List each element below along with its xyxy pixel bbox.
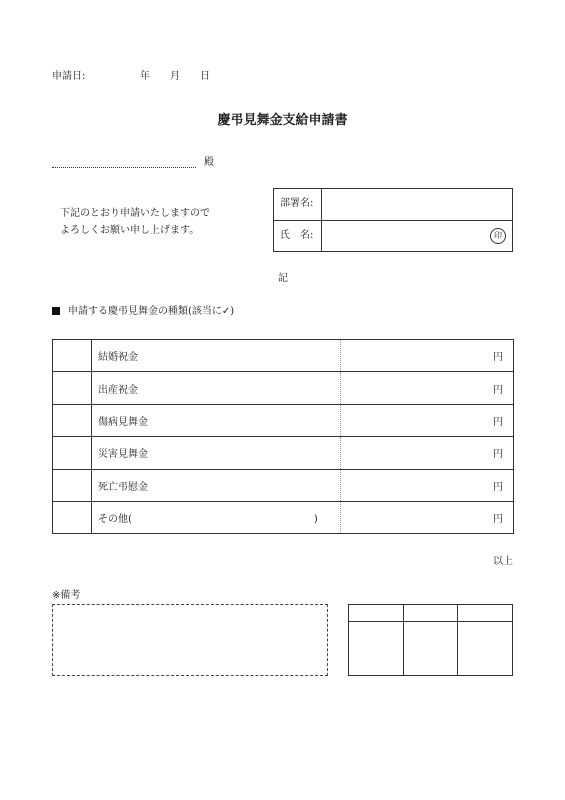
- name-row: [274, 220, 512, 252]
- stamp-header-cell: [349, 605, 404, 622]
- name-label: 氏 名:: [280, 230, 314, 241]
- ki-marker: 記: [278, 273, 288, 284]
- checkbox-cell[interactable]: [53, 501, 92, 533]
- benefit-types-table: [52, 339, 514, 534]
- department-label: 部署名:: [280, 198, 314, 209]
- checkbox-cell[interactable]: [53, 469, 92, 501]
- section-heading-text: 申請する慶弔見舞金の種類(該当に✓): [68, 306, 235, 317]
- amount-cell[interactable]: [341, 501, 514, 533]
- table-row: [349, 605, 513, 622]
- closing-text: 以上: [493, 556, 513, 567]
- checkbox-cell[interactable]: [53, 404, 92, 436]
- amount-cell[interactable]: [341, 340, 514, 372]
- table-row: [53, 340, 514, 372]
- year-label: 年: [140, 71, 150, 82]
- seal-circle-icon: 印: [490, 228, 506, 244]
- yen-unit: 円: [493, 449, 503, 461]
- approval-stamp-grid: [348, 604, 513, 676]
- section-heading: [52, 307, 234, 317]
- addressee-field[interactable]: [52, 167, 196, 168]
- amount-cell[interactable]: [341, 372, 514, 404]
- yen-unit: 円: [493, 384, 503, 396]
- checkbox-cell[interactable]: [53, 437, 92, 469]
- table-row: [53, 437, 514, 469]
- intro-text-line-1: 下記のとおり申請いたしますので: [60, 208, 210, 219]
- applicant-info-box: [273, 188, 513, 252]
- yen-unit: 円: [493, 416, 503, 428]
- table-row: [53, 404, 514, 436]
- stamp-cell[interactable]: [403, 622, 458, 676]
- day-label: 日: [200, 71, 210, 82]
- remarks-field[interactable]: [52, 604, 328, 676]
- name-field[interactable]: [322, 221, 512, 252]
- benefit-type-name: 災害見舞金: [92, 437, 341, 469]
- benefit-type-name: 結婚祝金: [92, 340, 341, 372]
- department-row: [274, 189, 512, 220]
- checkbox-cell[interactable]: [53, 340, 92, 372]
- benefit-type-name: 死亡弔慰金: [92, 469, 341, 501]
- stamp-cell[interactable]: [349, 622, 404, 676]
- addressee-suffix: 殿: [204, 157, 214, 168]
- benefit-type-name: その他(: [98, 514, 132, 526]
- other-close-paren: ): [313, 514, 318, 526]
- table-row: [53, 372, 514, 404]
- checkbox-cell[interactable]: [53, 372, 92, 404]
- amount-cell[interactable]: [341, 437, 514, 469]
- other-type-cell[interactable]: [92, 501, 341, 533]
- department-field[interactable]: [322, 189, 512, 220]
- square-bullet-icon: [52, 307, 60, 315]
- amount-cell[interactable]: [341, 404, 514, 436]
- table-row: [53, 501, 514, 533]
- remarks-label: ※備考: [52, 590, 81, 601]
- yen-unit: 円: [493, 481, 503, 493]
- table-row: [53, 469, 514, 501]
- application-date-label: 申請日:: [52, 71, 86, 82]
- stamp-header-cell: [403, 605, 458, 622]
- table-row: [349, 622, 513, 676]
- document-title: 慶弔見舞金支給申請書: [217, 113, 348, 128]
- stamp-header-cell: [458, 605, 513, 622]
- intro-text-line-2: よろしくお願い申し上げます。: [60, 225, 200, 236]
- amount-cell[interactable]: [341, 469, 514, 501]
- stamp-cell[interactable]: [458, 622, 513, 676]
- benefit-type-name: 出産祝金: [92, 372, 341, 404]
- month-label: 月: [170, 71, 180, 82]
- yen-unit: 円: [493, 352, 503, 364]
- yen-unit: 円: [493, 514, 503, 526]
- benefit-type-name: 傷病見舞金: [92, 404, 341, 436]
